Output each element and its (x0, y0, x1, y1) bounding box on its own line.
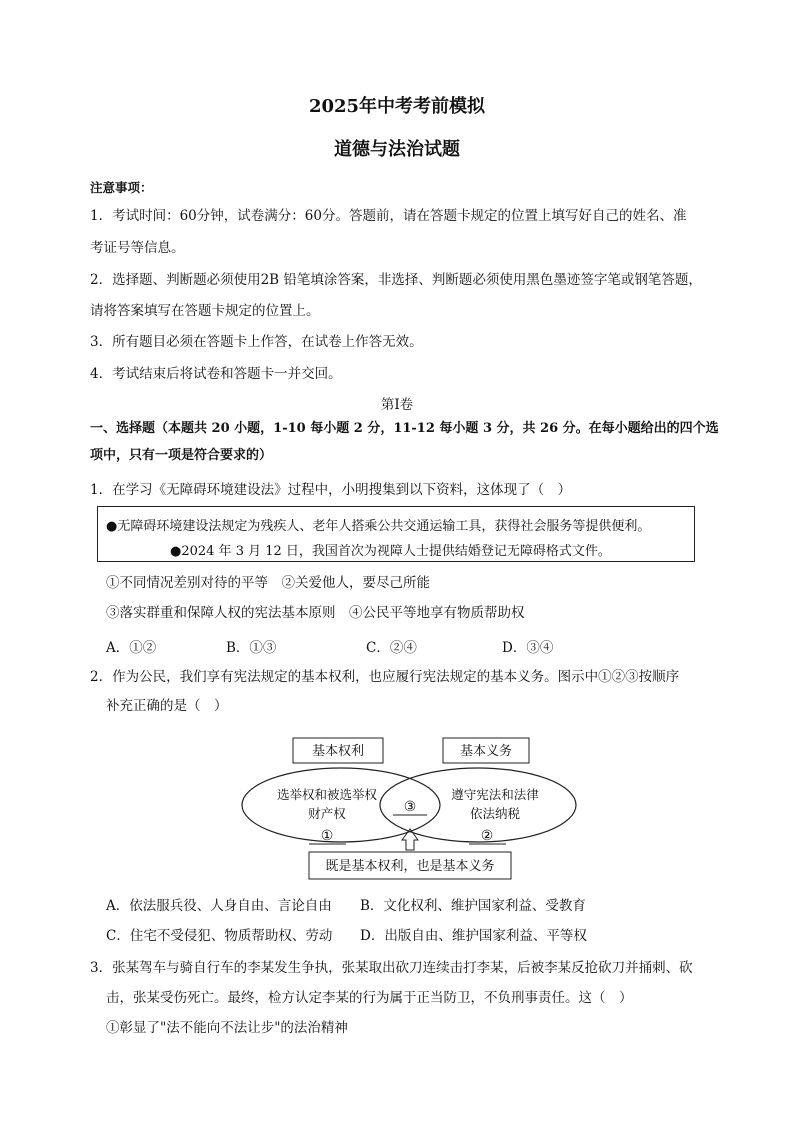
notes-item-2-cont: 请将答案填写在答题卡规定的位置上。 (90, 303, 320, 319)
right-blank-mark: ② (480, 828, 494, 844)
notes-item-4: 4．考试结束后将试卷和答题卡一并交回。 (90, 366, 342, 382)
right-item-2: 依法纳税 (469, 806, 521, 821)
notes-item-2: 2．选择题、判断题必须使用2B 铅笔填涂答案，非选择、判断题必须使用黑色墨迹签字笔或钢笔答题， (90, 272, 702, 288)
exam-title: 2025年中考考前模拟 (308, 96, 486, 117)
section-heading (90, 421, 719, 437)
q2-option-b[interactable]: B．文化权利、维护国家利益、受教育 (360, 898, 586, 914)
q1-statements-2: ③落实群重和保障人权的宪法基本原则 ④公民平等地享有物质帮助权 (106, 605, 525, 621)
q1-material-line-1: ●无障碍环境建设法规定为残疾人、老年人搭乘公共交通运输工具，获得社会服务等提供便利。 (106, 519, 651, 534)
left-item-1: 选举权和被选举权 (276, 787, 378, 802)
q1-statements-1: ①不同情况差别对待的平等 ②关爱他人，要尽己所能 (106, 575, 430, 591)
q2-stem: 2．作为公民，我们享有宪法规定的基本权利，也应履行宪法规定的基本义务。图示中①②③按顺序 (90, 669, 680, 685)
left-item-2: 财产权 (308, 806, 346, 821)
notes-item-1-cont: 考证号等信息。 (90, 240, 185, 256)
notes-item-3: 3．所有题目必须在答题卡上作答，在试卷上作答无效。 (90, 334, 423, 350)
right-item-1: 遵守宪法和法律 (451, 787, 539, 802)
q3-stem: 3．张某驾车与骑自行车的李某发生争执，张某取出砍刀连续击打李某，后被李某反抢砍刀并捅刺、砍 (90, 960, 693, 976)
rights-duties-venn-diagram (240, 736, 580, 882)
notes-item-1: 1．考试时间：60分钟，试卷满分：60分。答题前，请在答题卡规定的位置上填写好自己的姓名、准 (90, 208, 687, 224)
section-heading-title: 一、选择题 (90, 421, 156, 436)
q1-option-c[interactable]: C．②④ (366, 640, 417, 656)
q1-option-a[interactable]: A．①② (106, 640, 157, 656)
q1-stem: 1．在学习《无障碍环境建设法》过程中，小明搜集到以下资料，这体现了（ ） (90, 482, 572, 498)
q2-option-a[interactable]: A．依法服兵役、人身自由、言论自由 (106, 898, 332, 914)
q1-material-box (97, 506, 695, 562)
q2-option-c[interactable]: C．住宅不受侵犯、物质帮助权、劳动 (106, 928, 333, 944)
q3-stem-cont: 击，张某受伤死亡。最终，检方认定李某的行为属于正当防卫，不负刑事责任。这（ ） (106, 990, 633, 1006)
left-blank-mark: ① (320, 828, 334, 844)
q2-option-d[interactable]: D．出版自由、维护国家利益、平等权 (360, 928, 587, 944)
bottom-label: 既是基本权利，也是基本义务 (325, 859, 495, 874)
section-heading-cont: 项中，只有一项是符合要求的） (90, 448, 273, 463)
section-label: 第Ⅰ卷 (380, 397, 414, 413)
right-title-label: 基本义务 (459, 744, 513, 759)
center-blank-mark: ③ (403, 799, 417, 815)
q1-option-b[interactable]: B．①③ (226, 640, 277, 656)
q2-stem-cont: 补充正确的是（ ） (106, 698, 228, 714)
section-heading-detail: （本题共 20 小题，1-10 每小题 2 分，11-12 每小题 3 分，共 26 分。在每小题给出的四个选 (155, 421, 719, 436)
q3-statement-1: ①彰显了"法不能向不法让步"的法治精神 (106, 1020, 348, 1036)
left-title-label: 基本权利 (311, 744, 365, 759)
q1-material-line-2: ●2024 年 3 月 12 日，我国首次为视障人士提供结婚登记无障碍格式文件。 (170, 544, 611, 559)
notes-heading: 注意事项： (90, 180, 153, 195)
exam-subtitle: 道德与法治试题 (334, 139, 460, 160)
q1-option-d[interactable]: D．③④ (502, 640, 554, 656)
